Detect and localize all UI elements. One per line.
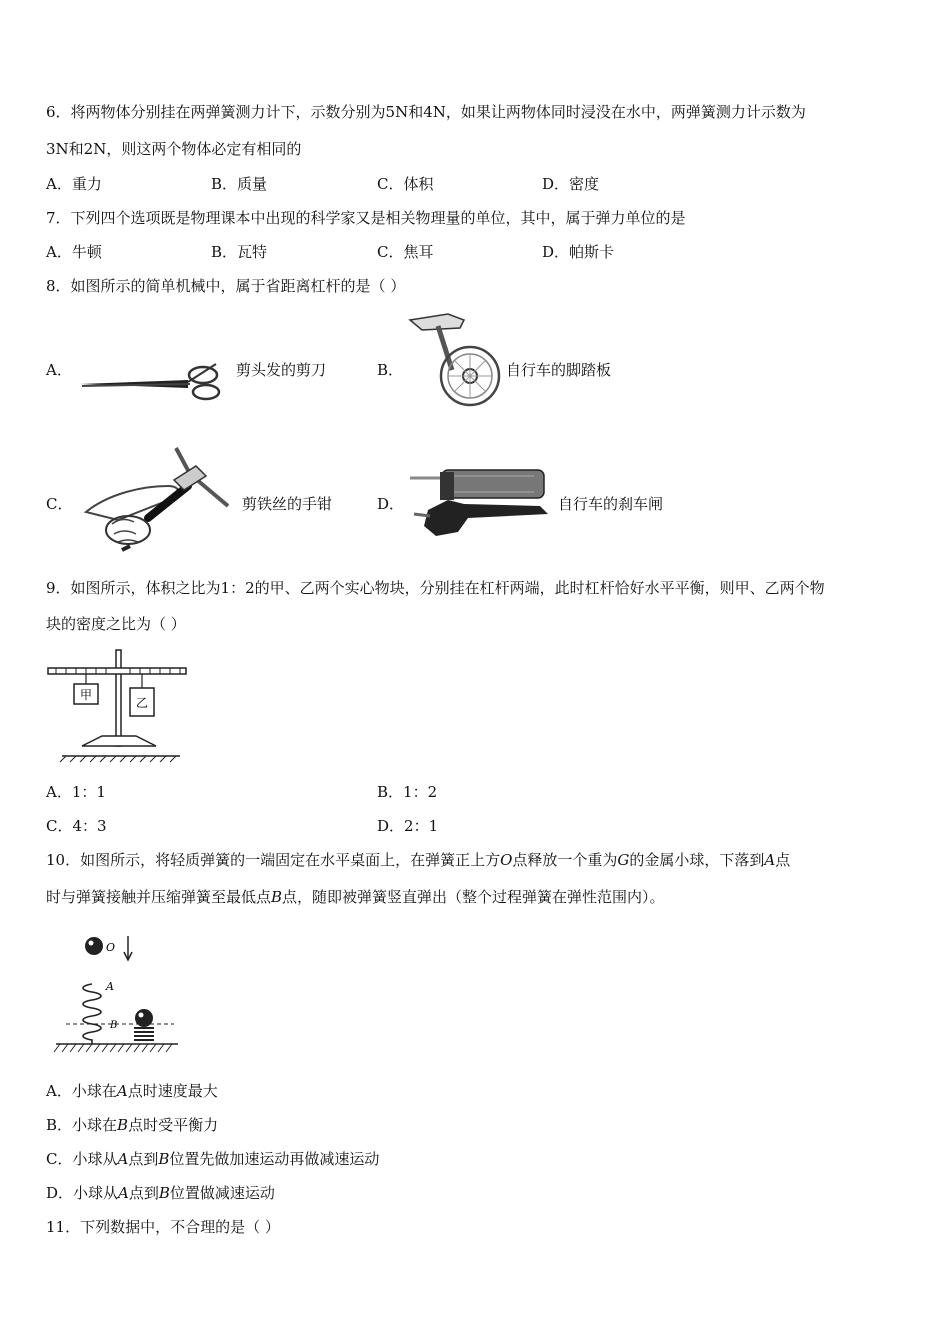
q10-option-point: B — [158, 1150, 170, 1168]
q10-option-point: B — [158, 1184, 170, 1202]
label-o: O — [106, 941, 116, 954]
q10-text: 的金属小球，下落到 — [629, 851, 765, 869]
q7-option-d: D．帕斯卡 — [542, 243, 615, 261]
q10-option-text: B．小球在 — [46, 1116, 118, 1134]
q8-option-b-letter: B． — [377, 361, 404, 379]
q10-option-text: D．小球从 — [46, 1184, 119, 1202]
q6-stem-line2: 3N和2N，则这两个物体必定有相同的 — [46, 140, 302, 158]
label-b: B — [110, 1020, 118, 1031]
q6-option-c: C．体积 — [377, 175, 434, 193]
q10-point-o: O — [500, 851, 513, 869]
q8-option-c-caption: 剪铁丝的手钳 — [242, 495, 333, 513]
q7-option-a: A．牛顿 — [46, 243, 102, 261]
q10-option-d — [46, 1183, 275, 1203]
q10-option-point: A — [117, 1150, 129, 1168]
q10-option-c — [46, 1149, 379, 1169]
q6-option-b: B．质量 — [211, 175, 268, 193]
q9-option-c: C．4：3 — [46, 817, 107, 835]
bike-brake-figure — [408, 466, 550, 538]
q10-option-text: 位置先做加速运动再做减速运动 — [169, 1150, 380, 1168]
q6-option-a: A．重力 — [46, 175, 102, 193]
left-block-label: 甲 — [79, 688, 93, 702]
q7-option-c: C．焦耳 — [377, 243, 434, 261]
q10-option-text: 点时速度最大 — [127, 1082, 218, 1100]
q10-stem-line1 — [46, 850, 790, 870]
q10-option-text: 点时受平衡力 — [128, 1116, 219, 1134]
q10-option-text: 位置做减速运动 — [169, 1184, 275, 1202]
lever-figure — [46, 650, 188, 762]
q11-stem: 11．下列数据中，不合理的是（ ） — [46, 1218, 280, 1236]
q8-option-a-letter: A． — [46, 361, 72, 379]
q8-option-b-caption: 自行车的脚踏板 — [506, 361, 612, 379]
q8-option-a-caption: 剪头发的剪刀 — [236, 361, 327, 379]
q10-option-text: C．小球从 — [46, 1150, 118, 1168]
q10-option-point: B — [117, 1116, 129, 1134]
q8-option-d-caption: 自行车的刹车闸 — [558, 495, 664, 513]
q10-option-a — [46, 1081, 218, 1101]
q10-option-text: 点到 — [128, 1184, 159, 1202]
q8-option-c-letter: C． — [46, 495, 73, 513]
wire-cutter-figure — [78, 446, 238, 550]
q6-stem-line1: 6．将两物体分别挂在两弹簧测力计下，示数分别为5N和4N，如果让两物体同时浸没在水中，两弹簧测力计示数为 — [46, 103, 806, 121]
q10-option-b — [46, 1115, 218, 1135]
bicycle-pedal-figure — [408, 312, 503, 408]
q9-option-d: D．2：1 — [377, 817, 439, 835]
label-a: A — [106, 980, 114, 993]
q7-stem: 7．下列四个选项既是物理课本中出现的科学家又是相关物理量的单位，其中，属于弹力单位的是 — [46, 209, 686, 227]
q10-text: 点 — [775, 851, 791, 869]
q9-option-b: B．1：2 — [377, 783, 438, 801]
q10-option-point: A — [116, 1082, 128, 1100]
q10-text: 点释放一个重为 — [512, 851, 618, 869]
q9-stem-line1: 9．如图所示，体积之比为1：2的甲、乙两个实心物块，分别挂在杠杆两端，此时杠杆恰好水平平衡，则甲、乙两个物 — [46, 579, 825, 597]
q10-text: 点，随即被弹簧竖直弹出（整个过程弹簧在弹性范围内）。 — [282, 888, 665, 906]
spring-ball-figure — [52, 932, 180, 1054]
q7-option-b: B．瓦特 — [211, 243, 268, 261]
q10-symbol-g: G — [617, 851, 630, 869]
q6-option-d: D．密度 — [542, 175, 600, 193]
right-block-label: 乙 — [135, 696, 149, 710]
q9-stem-line2: 块的密度之比为（ ） — [46, 615, 186, 633]
q10-text: 时与弹簧接触并压缩弹簧至最低点 — [46, 888, 272, 906]
q10-text: 10．如图所示，将轻质弹簧的一端固定在水平桌面上，在弹簧正上方 — [46, 851, 501, 869]
q10-stem-line2 — [46, 887, 665, 907]
q10-option-point: A — [118, 1184, 129, 1202]
q9-option-a: A．1：1 — [46, 783, 106, 801]
q10-option-text: 点到 — [128, 1150, 159, 1168]
q8-stem: 8．如图所示的简单机械中，属于省距离杠杆的是（ ） — [46, 277, 406, 295]
q10-point-a: A — [764, 851, 776, 869]
q10-point-b: B — [271, 888, 283, 906]
q8-option-d-letter: D． — [377, 495, 405, 513]
q10-option-text: A．小球在 — [46, 1082, 117, 1100]
scissors-figure — [78, 358, 228, 404]
